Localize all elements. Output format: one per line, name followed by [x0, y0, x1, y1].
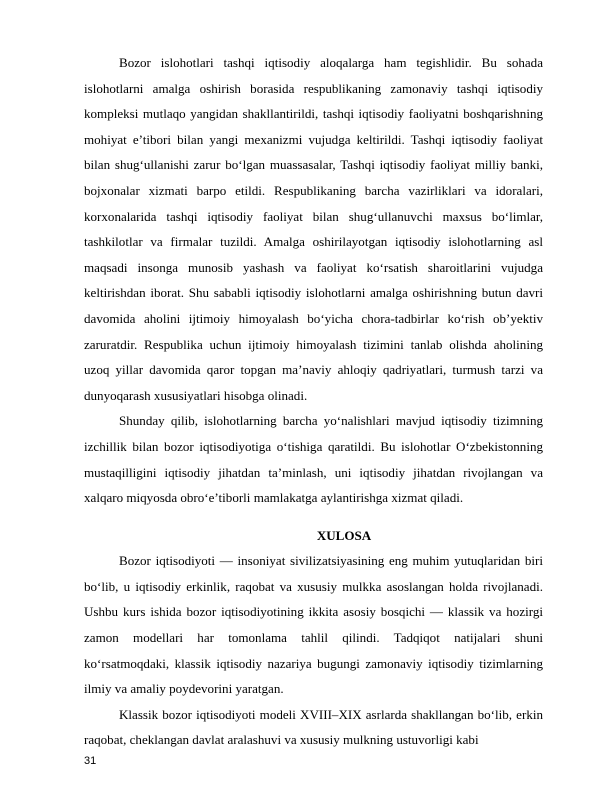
body-paragraph-1: Bozor islohotlari tashqi iqtisodiy aloqalarga ham tegishlidir. Bu sohada islohotlarni amalga oshirish borasida respublikaning zamonaviy tashqi iqtisodiy kompleksi mutlaqo yangidan shakllantirildi, tashqi iqtisodiy faoliyatni boshqarishning mohiyat e’tibori bilan yangi mexanizmi vujudga keltirildi. Tashqi iqtisodiy faoliyat bilan shug‘ullanishi zarur bo‘lgan muassasalar, Tashqi iqtisodiy faoliyat milliy banki, bojxonalar xizmati barpo etildi. Respublikaning barcha vazirliklari va idoralari, korxonalarida tashqi iqtisodiy faoliyat bilan shug‘ullanuvchi maxsus bo‘limlar, tashkilotlar va firmalar tuzildi. Amalga oshirilayotgan iqtisodiy islohotlarning asl maqsadi insonga munosib yashash va faoliyat ko‘rsatish sharoitlarini vujudga keltirishdan iborat. Shu sababli iqtisodiy islohotlarni amalga oshirishning butun davri davomida aholini ijtimoiy himoyalash bo‘yicha chora-tadbirlar ko‘rish ob’yektiv zaruratdir. Respublika uchun ijtimoiy himoyalash tizimini tanlab olishda aholining uzoq yillar davomida qaror topgan ma’naviy ahloqiy qadriyatlari, turmush tarzi va dunyoqarash xususiyatlari hisobga olinadi. — [84, 55, 543, 403]
document-page — [84, 50, 543, 753]
conclusion-paragraph-2: Klassik bozor iqtisodiyoti modeli XVIII–XIX asrlarda shakllangan bo‘lib, erkin raqobat, cheklangan davlat aralashuvi va xususiy mulkning ustuvorligi kabi — [84, 706, 543, 748]
page-number: 31 — [84, 755, 97, 767]
conclusion-paragraph-1: Bozor iqtisodiyoti — insoniyat sivilizatsiyasining eng muhim yutuqlaridan biri bo‘lib, u iqtisodiy erkinlik, raqobat va xususiy mulkka asoslangan holda rivojlanadi. Ushbu kurs ishida bozor iqtisodiyotining ikkita asosiy bosqichi — klassik va hozirgi zamon modellari har tomonlama tahlil qilindi. Tadqiqot natijalari shuni ko‘rsatmoqdaki, klassik iqtisodiy nazariya bugungi zamonaviy iqtisodiy tizimlarning ilmiy va amaliy poydevorini yaratgan. — [84, 553, 543, 697]
body-paragraph-2: Shunday qilib, islohotlarning barcha yo‘nalishlari mavjud iqtisodiy tizimning izchillik bilan bozor iqtisodiyotiga o‘tishiga qaratildi. Bu islohotlar O‘zbekistonning mustaqilligini iqtisodiy jihatdan ta’minlash, uni iqtisodiy jihatdan rivojlangan va xalqaro miqyosda obro‘e’tiborli mamlakatga aylantirishga xizmat qiladi. — [84, 413, 543, 506]
section-heading: XULOSA — [316, 527, 372, 543]
